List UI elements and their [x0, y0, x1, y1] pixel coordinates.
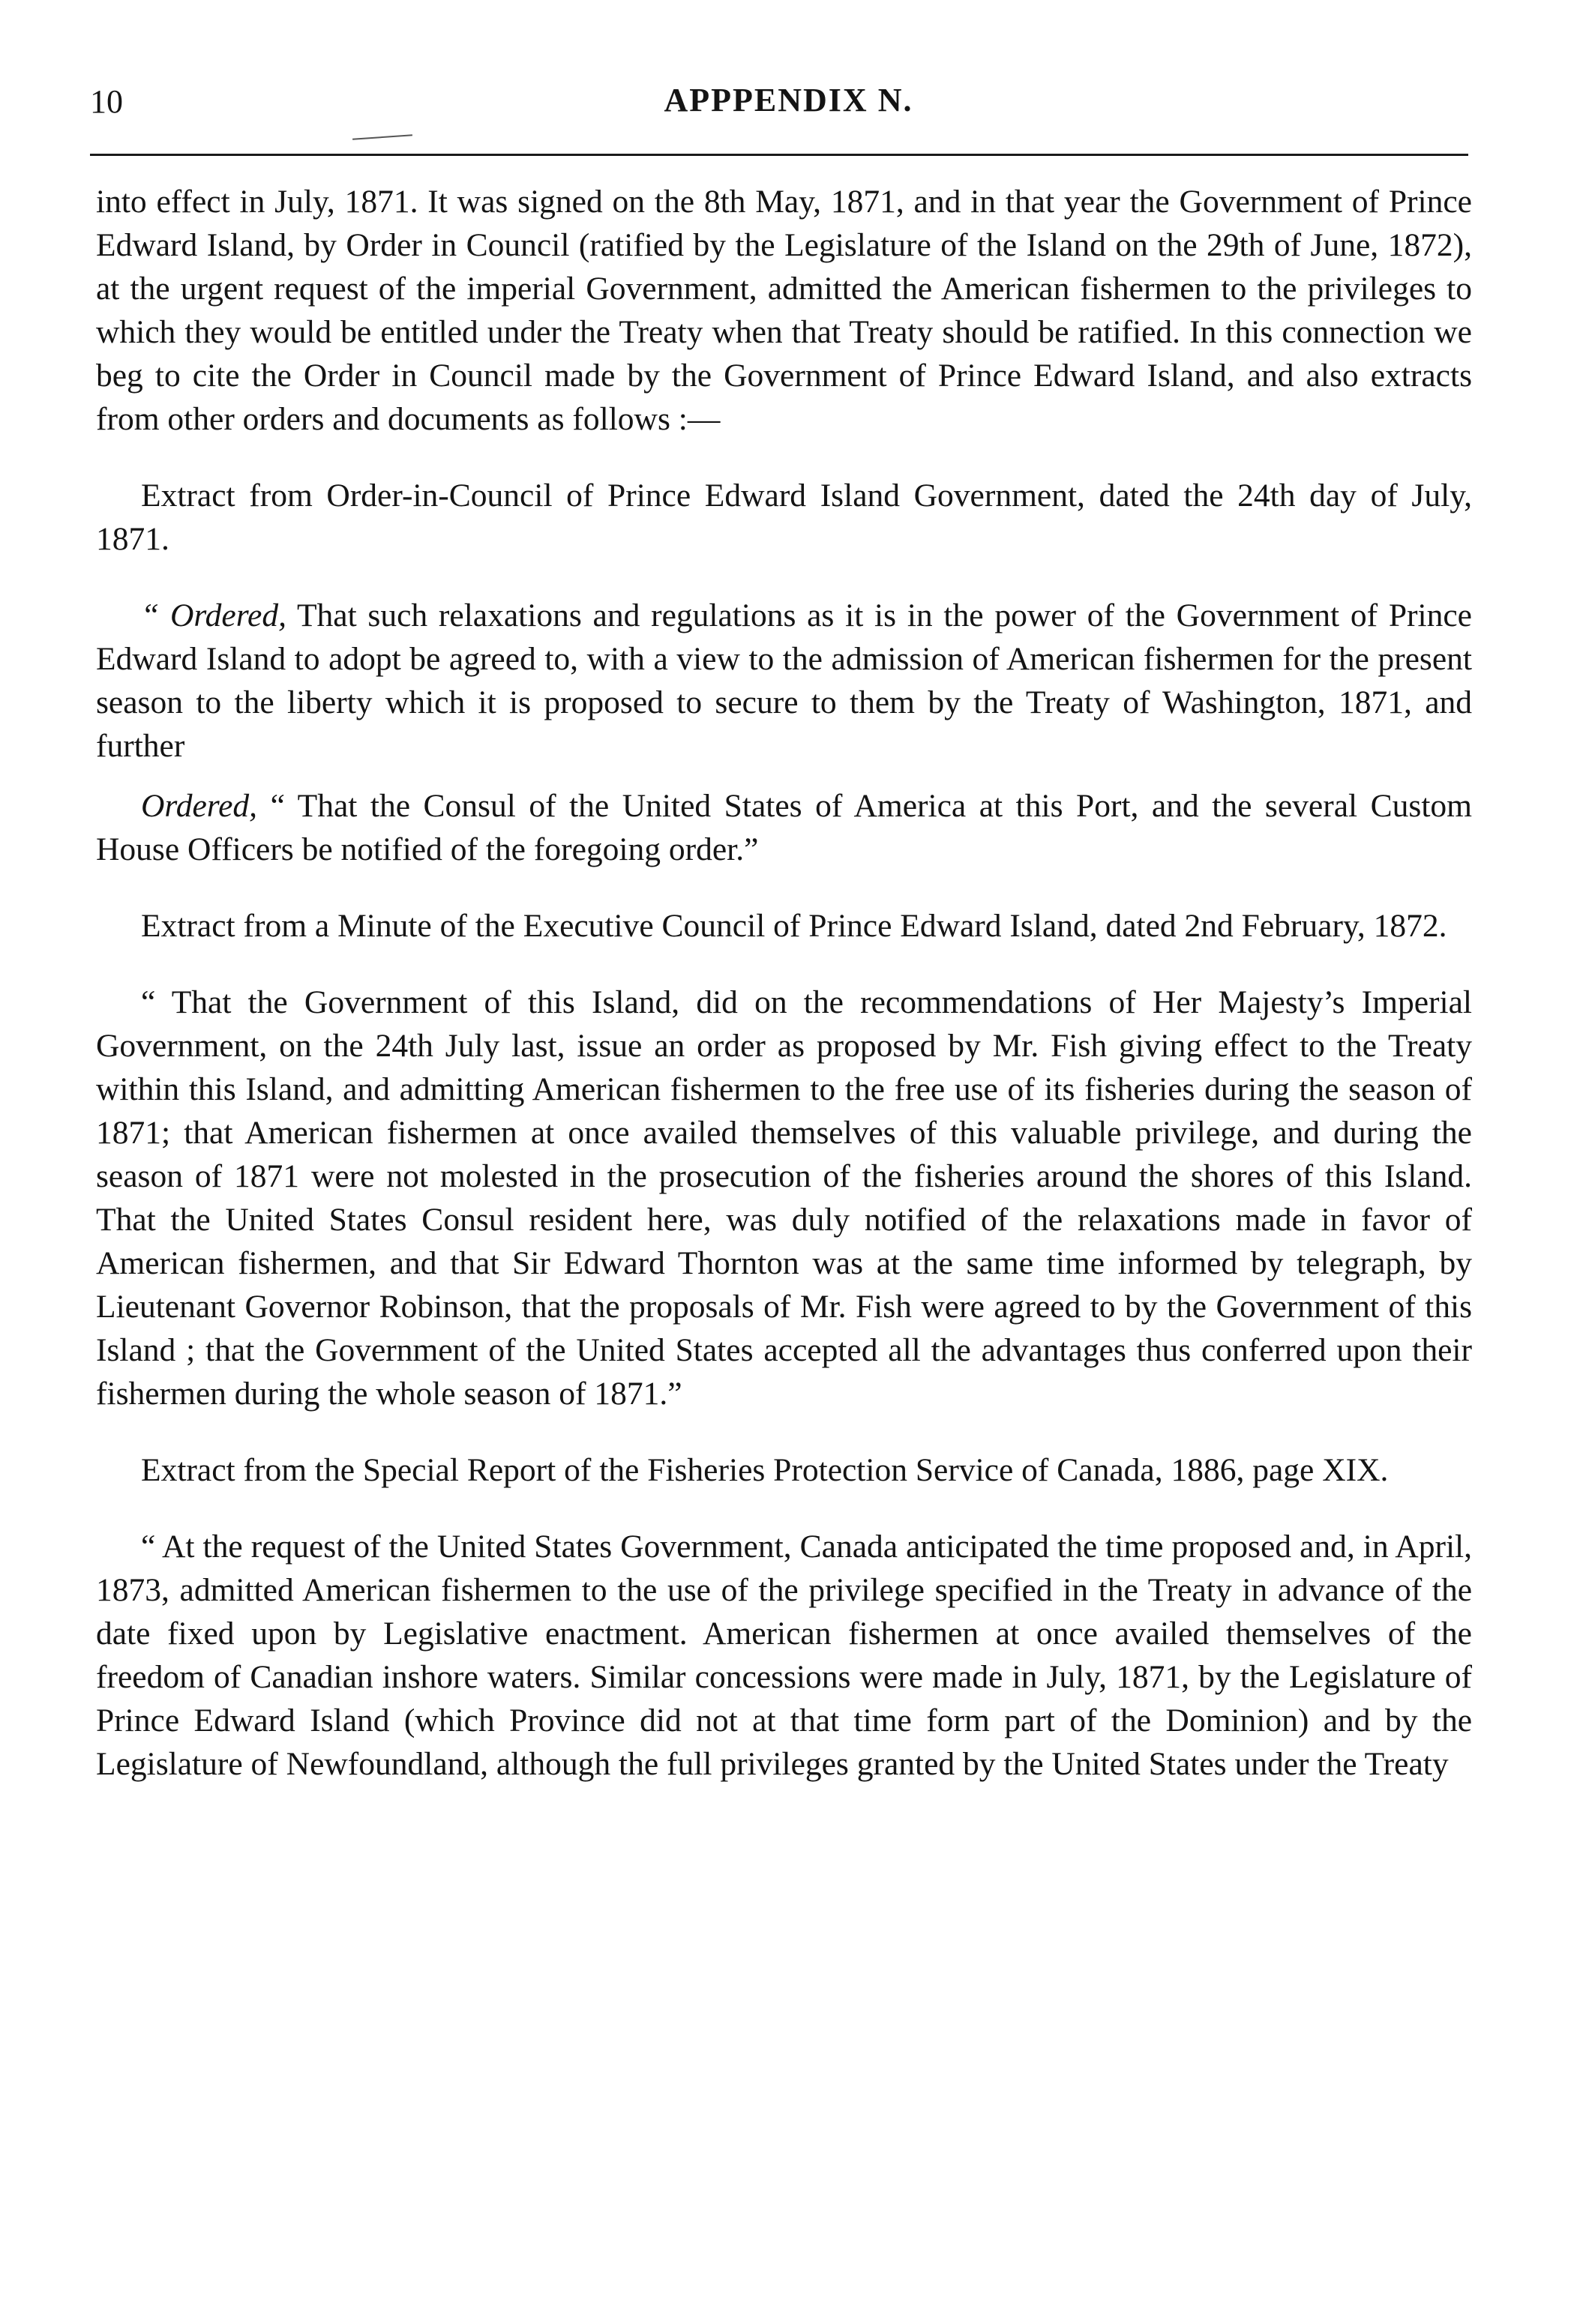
extract-heading-special-report: Extract from the Special Report of the Fisheries Protection Service of Canada, 1886, page XIX. — [141, 1452, 1389, 1488]
quote-minute: “ That the Government of this Island, did on the recommendations of Her Majesty’s Imperial Government, on the 24th July last, issue an order as proposed by Mr. Fish giving effect to the Treaty within this Island, and admitting American fishermen to the free use of its fisheries during the season of 1871; that American fishermen at once availed themselves of this valuable privilege, and during the season of 1871 were not molested in the prosecution of the fisheries around the shores of this Island. That the United States Consul resident here, was duly notified of the relaxations made in favor of American fishermen, and that Sir Edward Thornton was at the same time informed by telegraph, by Lieutenant Governor Robinson, that the proposals of Mr. Fish were agreed to by the Government of this Island ; that the Government of the United States accepted all the advantages thus conferred upon their fishermen during the whole season of 1871.” — [96, 984, 1472, 1412]
quote-order-2-text: “ That the Consul of the United States of America at this Port, and the several Custom House Officers be notified of the foregoing order.” — [96, 788, 1472, 867]
printer-mark — [352, 134, 412, 140]
extract-heading-order-in-council: Extract from Order-in-Council of Prince Edward Island Government, dated the 24th day of July, 1871. — [96, 478, 1472, 557]
quote-order-2 — [96, 784, 1472, 871]
quote-order-1 — [96, 594, 1472, 768]
extract-heading-minute: Extract from a Minute of the Executive Council of Prince Edward Island, dated 2nd February, 1872. — [141, 908, 1447, 944]
page-number: 10 — [90, 83, 123, 120]
header-rule — [90, 154, 1468, 156]
quote-order-2-lead: Ordered, — [141, 788, 258, 824]
body-text — [96, 180, 1472, 1786]
quote-order-1-text: That such relaxations and regulations as it is in the power of the Government of Prince Edward Island to adopt be agreed to, with a view to the admission of American fishermen for the present season to the liberty which it is proposed to secure to them by the Treaty of Washington, 1871, and further — [96, 597, 1472, 764]
running-head: APPPENDIX N. — [664, 82, 913, 118]
quote-order-1-lead: “ Ordered, — [141, 597, 286, 633]
quote-special-report: “ At the request of the United States Government, Canada anticipated the time proposed and, in April, 1873, admitted American fishermen to the use of the privilege specified in the Treaty in advance of the date fixed upon by Legislative enactment. American fishermen at once availed themselves of the freedom of Canadian inshore waters. Similar concessions were made in July, 1871, by the Legislature of Prince Edward Island (which Province did not at that time form part of the Dominion) and by the Legislature of Newfoundland, although the full privileges granted by the United States under the Treaty — [96, 1529, 1472, 1782]
paragraph-intro: into effect in July, 1871. It was signed on the 8th May, 1871, and in that year the Government of Prince Edward Island, by Order in Council (ratified by the Legislature of the Island on the 29th of June, 1872), at the urgent request of the imperial Government, admitted the American fishermen to the privileges to which they would be entitled under the Treaty when that Treaty should be ratified. In this connection we beg to cite the Order in Council made by the Government of Prince Edward Island, and also extracts from other orders and documents as follows :— — [96, 184, 1472, 437]
